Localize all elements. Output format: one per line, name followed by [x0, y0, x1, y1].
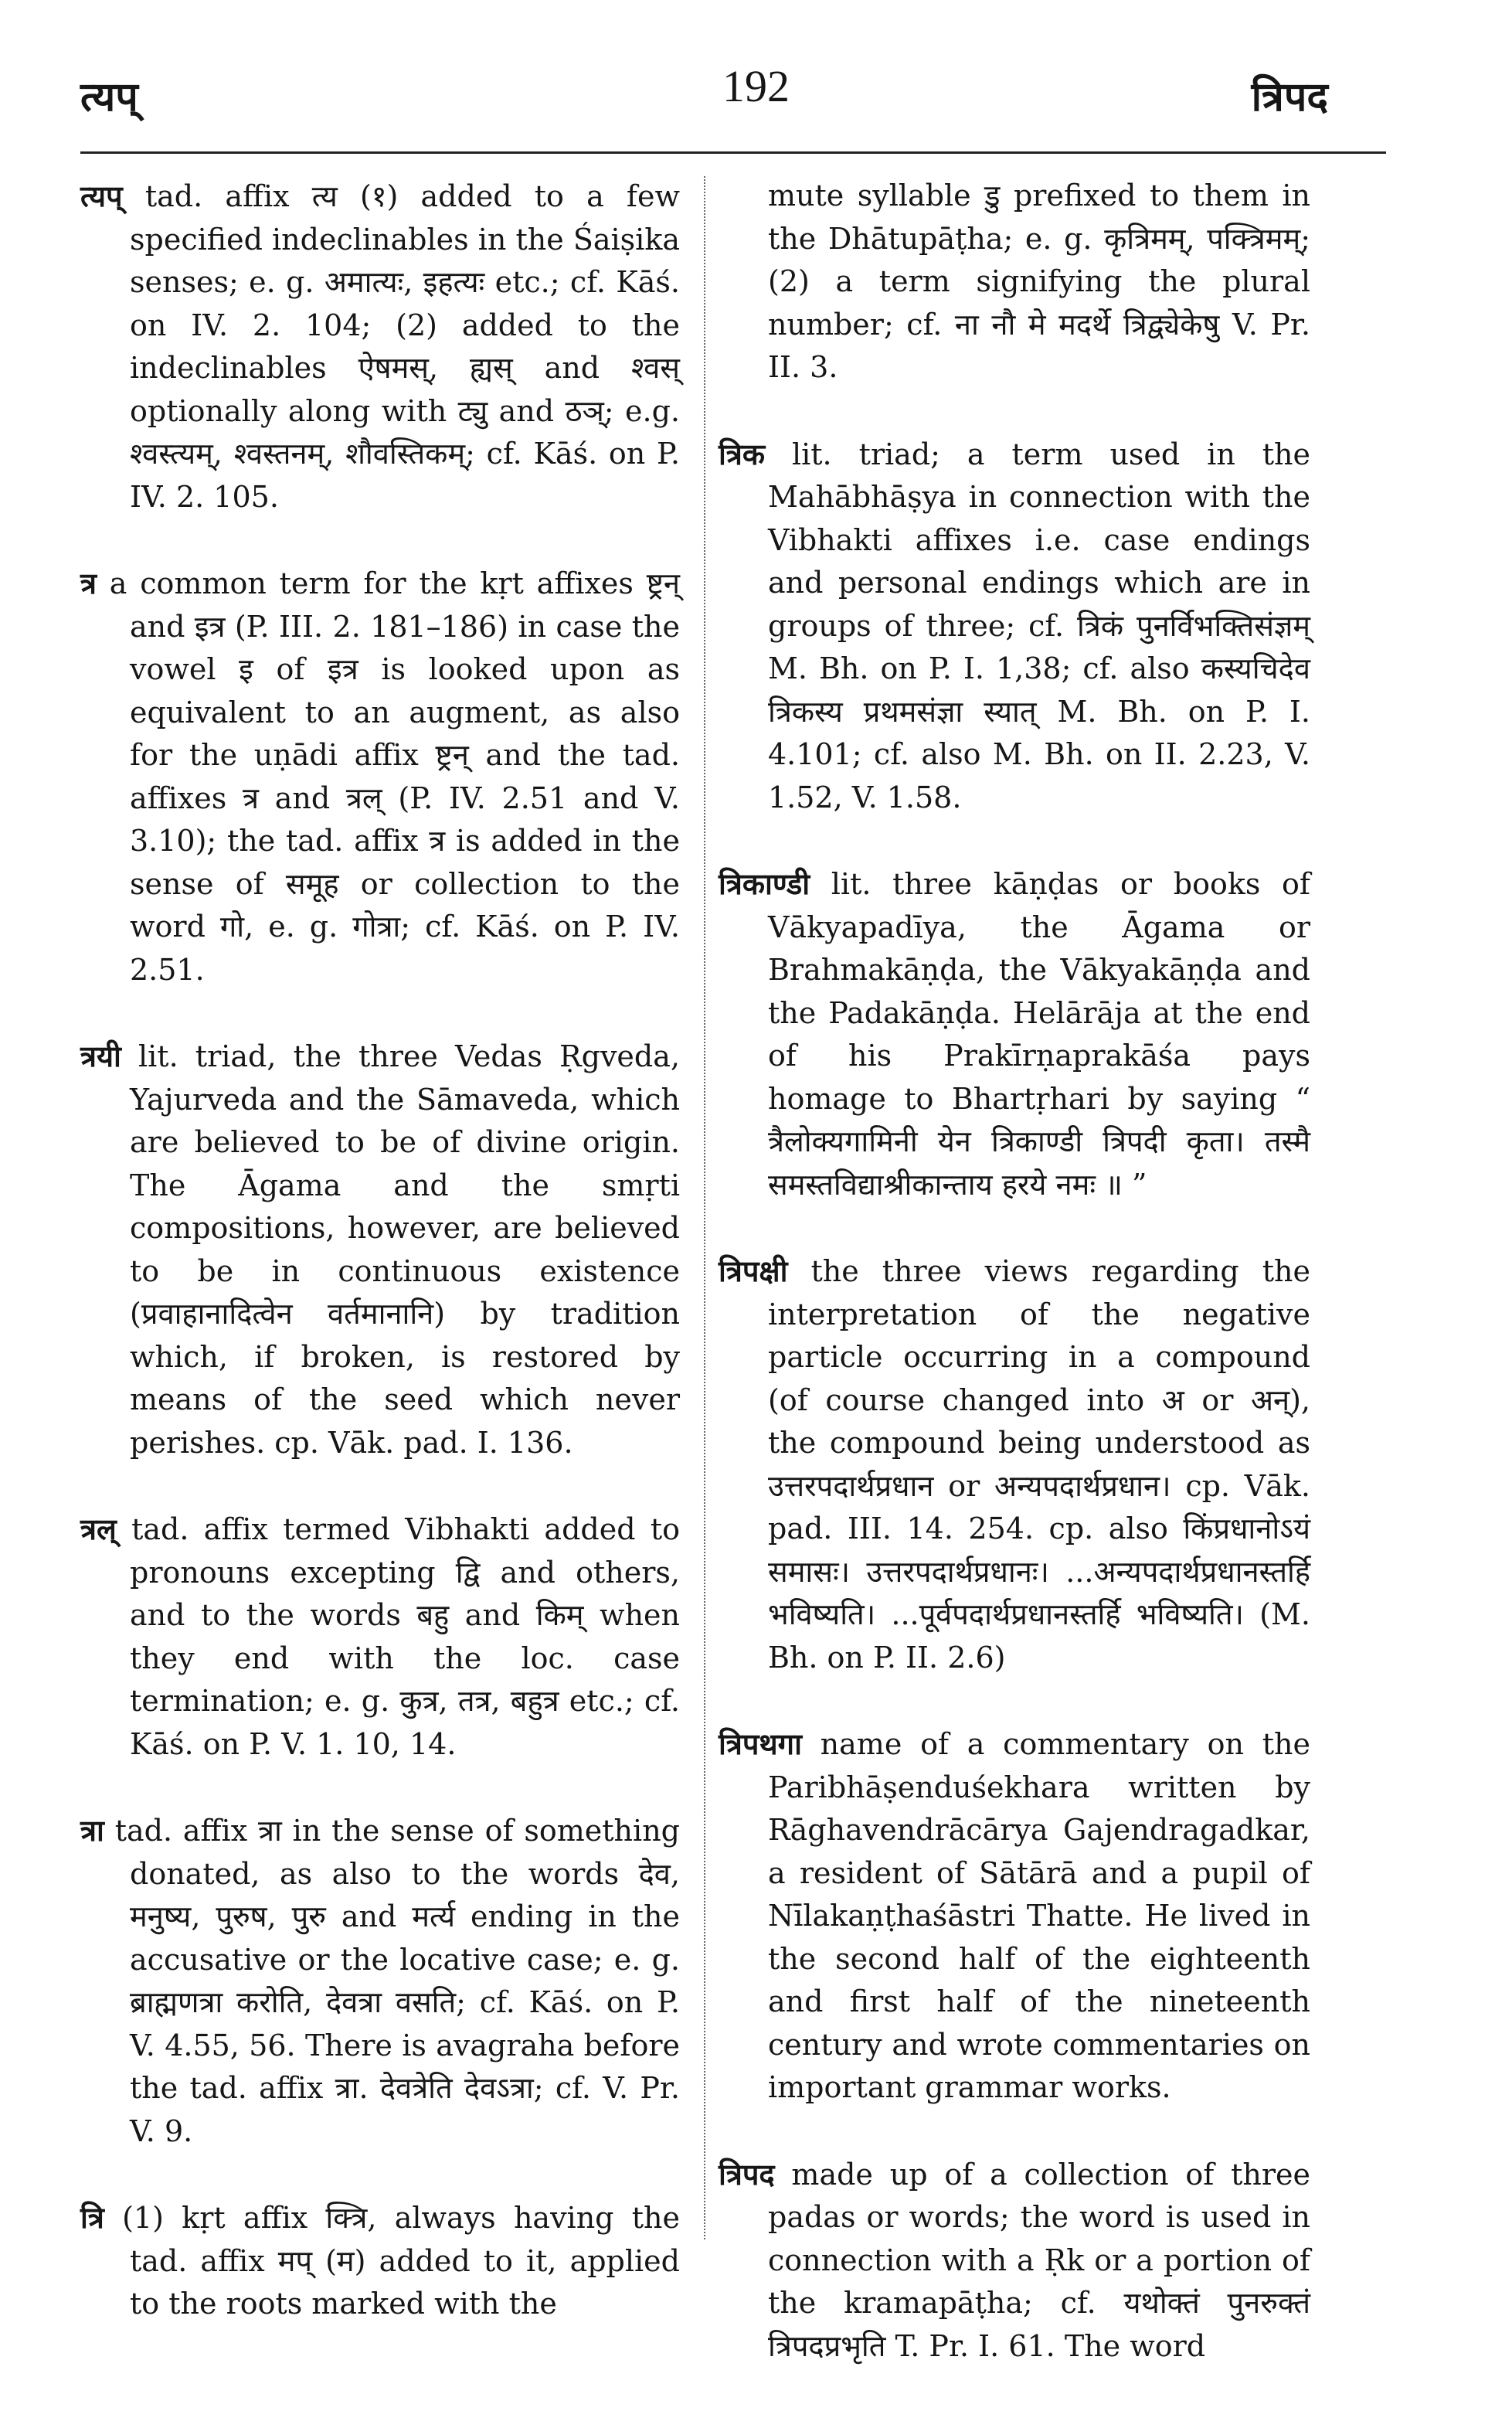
- running-head-left: त्यप्: [80, 73, 138, 121]
- entry-text: a common term for the kṛt affixes ष्ट्रन् and इत्र (P. III. 2. 181–186) in case the vowel इ of इत्र is looked upon as equivalent to an augment, as also for the uṇādi affix ष्ट्रन् and the tad. affixes त्र and त्रल् (P. IV. 2.51 and V. 3.10); the tad. affix त्र is added in the sense of समूह or collection to the word गो, e. g. गोत्रा; cf. Kāś. on P. IV. 2.51.: [109, 566, 680, 987]
- entry-text: tad. affix त्रा in the sense of something donated, as also to the words देव, मनुष्य, पुरुष, पुरु and मर्त्य ending in the accusative or the locative case; e. g. ब्राह्मणत्रा करोति, देवत्रा वसति; cf. Kāś. on P. V. 4.55, 56. There is avagraha before the tad. affix त्रा. देवत्रेति देवऽत्रा; cf. V. Pr. V. 9.: [114, 1814, 680, 2148]
- entry-text: name of a commentary on the Paribhāṣenduśekhara written by Rāghavendrācārya Gajendragadkar, a resident of Sātārā and a pupil of Nīlakaṇṭhaśāstri Thatte. He lived in the second half of the eighteenth and first half of the nineteenth century and wrote commentaries on important grammar works.: [768, 1727, 1310, 2104]
- column-divider: [704, 176, 705, 2239]
- header-rule: [80, 151, 1386, 154]
- entry-text: tad. affix त्य (१) added to a few specified indeclinables in the Śaiṣika senses; e. g. अमात्यः, इहत्यः etc.; cf. Kāś. on IV. 2. 104; (2) added to the indeclinables ऐषमस्, ह्यस् and श्वस् optionally along with ट्यु and ठञ्; e.g. श्वस्त्यम्, श्वस्तनम्, शौवस्तिकम्; cf. Kāś. on P. IV. 2. 105.: [130, 179, 680, 514]
- entry-text: (1) kṛt affix क्त्रि, always having the tad. affix मप् (म) added to it, applied to the roots marked with the: [122, 2201, 680, 2321]
- dictionary-entry: [80, 1035, 680, 1464]
- dictionary-entry: [719, 433, 1310, 820]
- entry-headword: त्र: [80, 566, 97, 600]
- entry-text: lit. triad, the three Vedas Ṛgveda, Yajurveda and the Sāmaveda, which are believed to be of divine origin. The Āgama and the smṛti compositions, however, are believed to be in continuous existence (प्रवाहानादित्वेन वर्तमानानि) by tradition which, if broken, is restored by means of the seed which never perishes. cp. Vāk. pad. I. 136.: [130, 1039, 680, 1460]
- dictionary-entry: [719, 1722, 1310, 2110]
- page-header: [0, 60, 1512, 138]
- entry-headword: त्रा: [80, 1813, 104, 1848]
- dictionary-entry: [719, 1250, 1310, 1679]
- running-head-right: त्रिपद: [1251, 73, 1328, 121]
- dictionary-entry: [80, 175, 680, 519]
- dictionary-entry: [80, 1809, 680, 2153]
- right-column: [719, 175, 1310, 2411]
- entry-text: tad. affix termed Vibhakti added to pronouns excepting द्वि and others, and to the words बहु and किम् when they end with the loc. case termination; e. g. कुत्र, तत्र, बहुत्र etc.; cf. Kāś. on P. V. 1. 10, 14.: [130, 1512, 680, 1761]
- dictionary-entry-continuation: [719, 175, 1310, 389]
- entry-headword: त्रिपक्षी: [719, 1253, 788, 1288]
- entry-text: lit. three kāṇḍas or books of Vākyapadīya, the Āgama or Brahmakāṇḍa, the Vākyakāṇḍa and the Padakāṇḍa. Helārāja at the end of his Prakīrṇaprakāśa pays homage to Bhartṛhari by saying “ त्रैलोक्यगामिनी येन त्रिकाण्डी त्रिपदी कृता। तस्मै समस्तविद्याश्रीकान्ताय हरये नमः ॥ ”: [768, 867, 1310, 1202]
- dictionary-entry: [80, 562, 680, 991]
- entry-headword: त्रि: [80, 2200, 104, 2235]
- entry-headword: त्रल्: [80, 1512, 117, 1546]
- dictionary-entry: [80, 1508, 680, 1766]
- entry-text: lit. triad; a term used in the Mahābhāṣya in connection with the Vibhakti affixes i.e. case endings and personal endings which are in groups of three; cf. त्रिकं पुनर्विभक्तिसंज्ञम् M. Bh. on P. I. 1,38; cf. also कस्यचिदेव त्रिकस्य प्रथमसंज्ञा स्यात् M. Bh. on P. I. 4.101; cf. also M. Bh. on II. 2.23, V. 1.52, V. 1.58.: [768, 437, 1310, 814]
- entry-headword: त्रिपथगा: [719, 1726, 802, 1761]
- dictionary-entry: [719, 862, 1310, 1206]
- page-number: 192: [722, 61, 790, 111]
- dictionary-entry: [719, 2153, 1310, 2368]
- entry-headword: त्यप्: [80, 179, 123, 213]
- entry-text: the three views regarding the interpretation of the negative particle occurring in a compound (of course changed into अ or अन्), the compound being understood as उत्तरपदार्थप्रधान or अन्यपदार्थप्रधान। cp. Vāk. pad. III. 14. 254. cp. also किंप्रधानोऽयं समासः। उत्तरपदार्थप्रधानः। ...अन्यपदार्थप्रधानस्तर्हि भविष्यति। ...पूर्वपदार्थप्रधानस्तर्हि भविष्यति। (M. Bh. on P. II. 2.6): [768, 1254, 1310, 1675]
- entry-headword: त्रिक: [719, 436, 766, 471]
- entry-text: made up of a collection of three padas or words; the word is used in connection with a Ṛk or a portion of the kramapāṭha; cf. यथोक्तं पुनरुक्तं त्रिपदप्रभृति T. Pr. I. 61. The word: [768, 2157, 1310, 2363]
- entry-headword: त्रिकाण्डी: [719, 866, 810, 901]
- left-column: [80, 175, 680, 2369]
- entry-headword: त्रयी: [80, 1039, 121, 1073]
- entry-headword: त्रिपद: [719, 2156, 775, 2192]
- entry-text: mute syllable डु prefixed to them in the Dhātupāṭha; e. g. कृत्रिमम्, पक्त्रिमम्; (2) a term signifying the plural number; cf. ना नौ मे मदर्थे त्रिद्व्येकेषु V. Pr. II. 3.: [768, 179, 1310, 384]
- dictionary-entry: [80, 2196, 680, 2326]
